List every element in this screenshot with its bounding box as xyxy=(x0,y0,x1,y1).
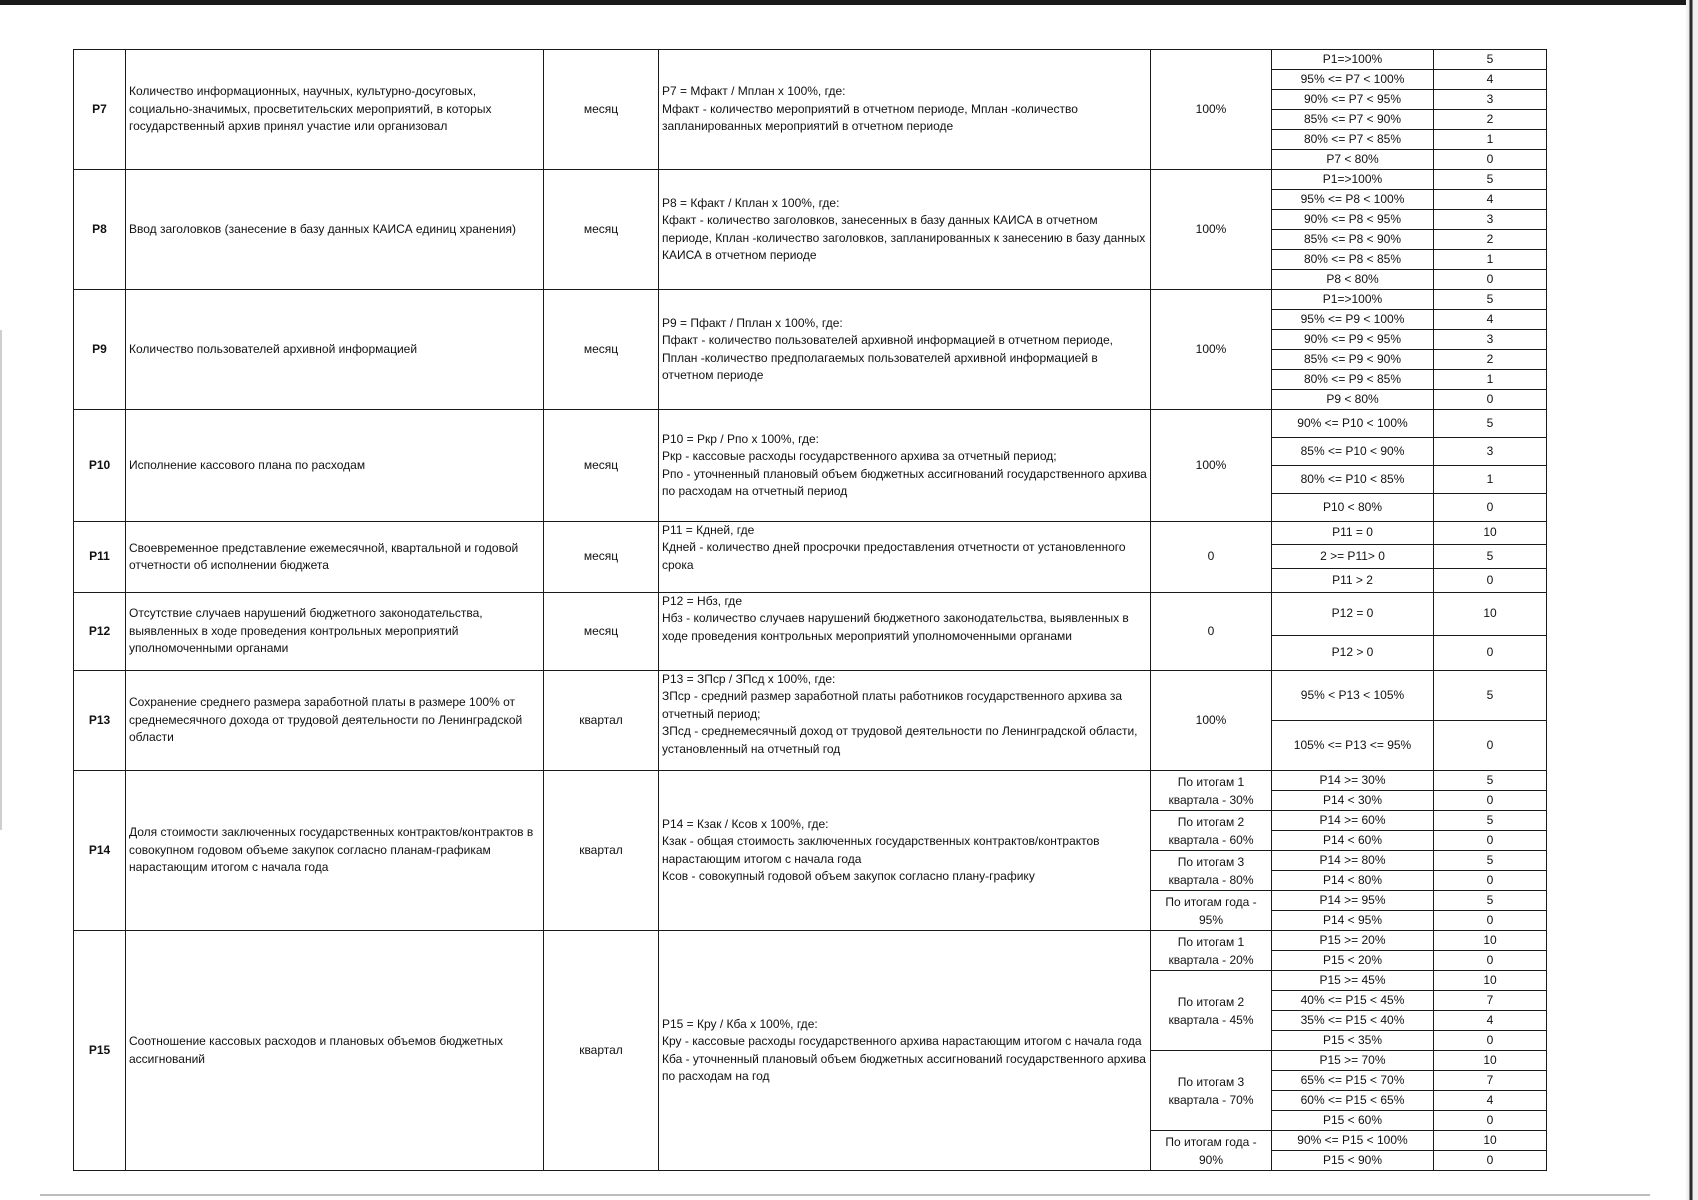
scale-score: 5 xyxy=(1434,891,1547,911)
scale-score: 2 xyxy=(1434,350,1547,370)
indicator-period: месяц xyxy=(544,593,659,671)
scale-condition: P15 >= 20% xyxy=(1272,931,1434,951)
kpi-table xyxy=(73,49,1547,1171)
scale-score: 3 xyxy=(1434,438,1547,466)
scale-score: 5 xyxy=(1434,410,1547,438)
scale-score: 0 xyxy=(1434,270,1547,290)
scale-score: 0 xyxy=(1434,1151,1547,1171)
scale-score: 0 xyxy=(1434,636,1547,671)
scale-condition: 60% <= P15 < 65% xyxy=(1272,1091,1434,1111)
indicator-period: квартал xyxy=(544,771,659,931)
scale-score: 10 xyxy=(1434,1051,1547,1071)
scale-score: 4 xyxy=(1434,1011,1547,1031)
indicator-target: 100% xyxy=(1151,290,1272,410)
indicator-name: Своевременное представление ежемесячной, квартальной и годовой отчетности об исполнении бюджета xyxy=(126,522,544,593)
scale-condition: P11 = 0 xyxy=(1272,522,1434,545)
scale-condition: P10 < 80% xyxy=(1272,494,1434,522)
scale-score: 1 xyxy=(1434,370,1547,390)
scale-condition: P7 < 80% xyxy=(1272,150,1434,170)
scale-score: 5 xyxy=(1434,671,1547,721)
indicator-period: квартал xyxy=(544,671,659,771)
scale-score: 5 xyxy=(1434,771,1547,791)
indicator-code: P11 xyxy=(74,522,126,593)
scale-score: 4 xyxy=(1434,310,1547,330)
indicator-code: P13 xyxy=(74,671,126,771)
scale-condition: P12 > 0 xyxy=(1272,636,1434,671)
indicator-period: месяц xyxy=(544,170,659,290)
scale-condition: P15 >= 70% xyxy=(1272,1051,1434,1071)
indicator-formula: P7 = Мфакт / Мплан х 100%, где: Мфакт - количество мероприятий в отчетном периоде, Мплан -количество запланированных мероприятий в отчетном периоде xyxy=(659,50,1151,170)
scale-condition: P14 < 60% xyxy=(1272,831,1434,851)
indicator-target: 100% xyxy=(1151,671,1272,771)
scale-condition: 95% <= P8 < 100% xyxy=(1272,190,1434,210)
scale-condition: P15 < 60% xyxy=(1272,1111,1434,1131)
scale-condition: 105% <= P13 <= 95% xyxy=(1272,721,1434,771)
scale-score: 5 xyxy=(1434,50,1547,70)
scale-score: 4 xyxy=(1434,70,1547,90)
scale-score: 0 xyxy=(1434,721,1547,771)
scale-condition: 95% < P13 < 105% xyxy=(1272,671,1434,721)
scale-score: 0 xyxy=(1434,494,1547,522)
scale-condition: 90% <= P9 < 95% xyxy=(1272,330,1434,350)
kpi-row-line xyxy=(74,671,1547,721)
scale-condition: 95% <= P7 < 100% xyxy=(1272,70,1434,90)
stage-target-label: По итогам года - 90% xyxy=(1151,1131,1272,1171)
scale-score: 0 xyxy=(1434,390,1547,410)
scale-condition: P15 < 35% xyxy=(1272,1031,1434,1051)
scale-score: 0 xyxy=(1434,791,1547,811)
scale-condition: 95% <= P9 < 100% xyxy=(1272,310,1434,330)
scale-condition: P14 >= 60% xyxy=(1272,811,1434,831)
scale-condition: P9 < 80% xyxy=(1272,390,1434,410)
indicator-name: Сохранение среднего размера заработной платы в размере 100% от среднемесячного дохода от трудовой деятельности по Ленинградской области xyxy=(126,671,544,771)
kpi-row-line xyxy=(74,410,1547,438)
scale-score: 3 xyxy=(1434,90,1547,110)
indicator-formula: P12 = Нбз, где Нбз - количество случаев нарушений бюджетного законодательства, выявленных в ходе проведения контрольных мероприятий уполномоченными органами xyxy=(659,593,1151,671)
indicator-period: квартал xyxy=(544,931,659,1171)
indicator-formula: P8 = Кфакт / Кплан х 100%, где: Кфакт - количество заголовков, занесенных в базу данных КАИСА в отчетном периоде, Кплан -количество заголовков, запланированных к занесению в базу данных КАИСА в отчетном периоде xyxy=(659,170,1151,290)
scale-score: 4 xyxy=(1434,190,1547,210)
indicator-name: Доля стоимости заключенных государственных контрактов/контрактов в совокупном годовом объеме закупок согласно планам-графикам нарастающим итогом с начала года xyxy=(126,771,544,931)
indicator-code: P10 xyxy=(74,410,126,522)
indicator-period: месяц xyxy=(544,522,659,593)
scale-condition: P14 < 80% xyxy=(1272,871,1434,891)
scan-edge-left xyxy=(0,330,2,830)
scale-score: 0 xyxy=(1434,569,1547,593)
stage-target-label: По итогам 1 квартала - 30% xyxy=(1151,771,1272,811)
scale-score: 10 xyxy=(1434,522,1547,545)
scale-condition: P15 >= 45% xyxy=(1272,971,1434,991)
scale-score: 5 xyxy=(1434,545,1547,569)
indicator-period: месяц xyxy=(544,50,659,170)
scale-condition: 85% <= P9 < 90% xyxy=(1272,350,1434,370)
indicator-name: Соотношение кассовых расходов и плановых объемов бюджетных ассигнований xyxy=(126,931,544,1171)
stage-target-label: По итогам 2 квартала - 60% xyxy=(1151,811,1272,851)
scale-condition: 80% <= P10 < 85% xyxy=(1272,466,1434,494)
scale-score: 3 xyxy=(1434,210,1547,230)
scale-condition: P1=>100% xyxy=(1272,170,1434,190)
scale-score: 0 xyxy=(1434,951,1547,971)
indicator-formula: P15 = Кру / Кба х 100%, где: Кру - кассовые расходы государственного архива нарастающим итогом с начала года Кба - уточненный плановый объем бюджетных ассигнований государственного архива по расходам на год xyxy=(659,931,1151,1171)
kpi-row-line xyxy=(74,771,1547,791)
indicator-code: P7 xyxy=(74,50,126,170)
scale-score: 3 xyxy=(1434,330,1547,350)
indicator-formula: P11 = Кдней, где Кдней - количество дней просрочки предоставления отчетности от установленного срока xyxy=(659,522,1151,593)
scale-condition: 40% <= P15 < 45% xyxy=(1272,991,1434,1011)
indicator-name: Количество информационных, научных, культурно-досуговых, социально-значимых, просветительских мероприятий, в которых государственный архив принял участие или организовал xyxy=(126,50,544,170)
scale-score: 0 xyxy=(1434,831,1547,851)
indicator-name: Отсутствие случаев нарушений бюджетного законодательства, выявленных в ходе проведения контрольных мероприятий уполномоченными органами xyxy=(126,593,544,671)
indicator-name: Исполнение кассового плана по расходам xyxy=(126,410,544,522)
indicator-code: P12 xyxy=(74,593,126,671)
scan-edge-top xyxy=(0,0,1698,5)
scale-condition: P11 > 2 xyxy=(1272,569,1434,593)
scale-condition: 2 >= P11> 0 xyxy=(1272,545,1434,569)
scale-score: 0 xyxy=(1434,1111,1547,1131)
scale-condition: P14 >= 30% xyxy=(1272,771,1434,791)
scale-condition: P1=>100% xyxy=(1272,50,1434,70)
kpi-table-body xyxy=(74,50,1547,1171)
kpi-row-line xyxy=(74,290,1547,310)
scale-score: 7 xyxy=(1434,1071,1547,1091)
scale-condition: P15 < 90% xyxy=(1272,1151,1434,1171)
scale-score: 1 xyxy=(1434,130,1547,150)
indicator-name: Ввод заголовков (занесение в базу данных КАИСА единиц хранения) xyxy=(126,170,544,290)
scale-score: 0 xyxy=(1434,1031,1547,1051)
scale-score: 0 xyxy=(1434,150,1547,170)
scale-score: 10 xyxy=(1434,971,1547,991)
scale-score: 0 xyxy=(1434,911,1547,931)
scale-condition: P1=>100% xyxy=(1272,290,1434,310)
scale-condition: P14 < 95% xyxy=(1272,911,1434,931)
scale-condition: P14 < 30% xyxy=(1272,791,1434,811)
scan-edge-right xyxy=(1686,0,1698,1200)
scale-condition: 35% <= P15 < 40% xyxy=(1272,1011,1434,1031)
scale-score: 1 xyxy=(1434,466,1547,494)
indicator-target: 100% xyxy=(1151,50,1272,170)
indicator-code: P14 xyxy=(74,771,126,931)
indicator-code: P15 xyxy=(74,931,126,1171)
scale-condition: P14 >= 95% xyxy=(1272,891,1434,911)
indicator-formula: P9 = Пфакт / Пплан х 100%, где: Пфакт - количество пользователей архивной информацией в отчетном периоде, Пплан -количество предполагаемых пользователей архивной информацией в отчетном периоде xyxy=(659,290,1151,410)
scale-score: 5 xyxy=(1434,170,1547,190)
scale-condition: P8 < 80% xyxy=(1272,270,1434,290)
indicator-formula: P10 = Ркр / Рпо х 100%, где: Ркр - кассовые расходы государственного архива за отчетный период; Рпо - уточненный плановый объем бюджетных ассигнований государственного архива по расходам на отчетный период xyxy=(659,410,1151,522)
scale-condition: 80% <= P7 < 85% xyxy=(1272,130,1434,150)
stage-target-label: По итогам 2 квартала - 45% xyxy=(1151,971,1272,1051)
stage-target-label: По итогам 3 квартала - 80% xyxy=(1151,851,1272,891)
scale-condition: 80% <= P8 < 85% xyxy=(1272,250,1434,270)
kpi-row-line xyxy=(74,931,1547,951)
indicator-period: месяц xyxy=(544,290,659,410)
scan-edge-bottom xyxy=(40,1194,1650,1196)
indicator-target: 100% xyxy=(1151,410,1272,522)
indicator-formula: P13 = ЗПср / ЗПсд х 100%, где: ЗПср - средний размер заработной платы работников государственного архива за отчетный период; ЗПсд - среднемесячный доход от трудовой деятельности по Ленинградской области, установленный на отчетный год xyxy=(659,671,1151,771)
scale-score: 2 xyxy=(1434,110,1547,130)
indicator-code: P9 xyxy=(74,290,126,410)
kpi-row-line xyxy=(74,522,1547,545)
scale-score: 2 xyxy=(1434,230,1547,250)
scale-condition: P14 >= 80% xyxy=(1272,851,1434,871)
stage-target-label: По итогам года - 95% xyxy=(1151,891,1272,931)
indicator-formula: P14 = Кзак / Ксов х 100%, где: Кзак - общая стоимость заключенных государственных контрактов/контрактов нарастающим итогом с начала года Ксов - совокупный годовой объем закупок согласно плану-графику xyxy=(659,771,1151,931)
stage-target-label: По итогам 1 квартала - 20% xyxy=(1151,931,1272,971)
scale-condition: 90% <= P7 < 95% xyxy=(1272,90,1434,110)
indicator-target: 100% xyxy=(1151,170,1272,290)
indicator-period: месяц xyxy=(544,410,659,522)
indicator-target: 0 xyxy=(1151,522,1272,593)
scale-score: 10 xyxy=(1434,931,1547,951)
kpi-row-line xyxy=(74,593,1547,636)
indicator-name: Количество пользователей архивной информацией xyxy=(126,290,544,410)
scale-condition: 90% <= P8 < 95% xyxy=(1272,210,1434,230)
indicator-code: P8 xyxy=(74,170,126,290)
scale-score: 1 xyxy=(1434,250,1547,270)
scale-condition: P15 < 20% xyxy=(1272,951,1434,971)
indicator-target: 0 xyxy=(1151,593,1272,671)
scale-condition: P12 = 0 xyxy=(1272,593,1434,636)
scale-score: 5 xyxy=(1434,811,1547,831)
scale-condition: 90% <= P15 < 100% xyxy=(1272,1131,1434,1151)
stage-target-label: По итогам 3 квартала - 70% xyxy=(1151,1051,1272,1131)
kpi-row-line xyxy=(74,170,1547,190)
scale-score: 5 xyxy=(1434,851,1547,871)
scale-condition: 85% <= P7 < 90% xyxy=(1272,110,1434,130)
scale-score: 0 xyxy=(1434,871,1547,891)
scale-score: 4 xyxy=(1434,1091,1547,1111)
scale-score: 5 xyxy=(1434,290,1547,310)
scale-score: 10 xyxy=(1434,593,1547,636)
scale-condition: 65% <= P15 < 70% xyxy=(1272,1071,1434,1091)
scale-condition: 85% <= P10 < 90% xyxy=(1272,438,1434,466)
kpi-row-line xyxy=(74,50,1547,70)
scale-score: 7 xyxy=(1434,991,1547,1011)
scale-score: 10 xyxy=(1434,1131,1547,1151)
scale-condition: 80% <= P9 < 85% xyxy=(1272,370,1434,390)
scale-condition: 90% <= P10 < 100% xyxy=(1272,410,1434,438)
scale-condition: 85% <= P8 < 90% xyxy=(1272,230,1434,250)
